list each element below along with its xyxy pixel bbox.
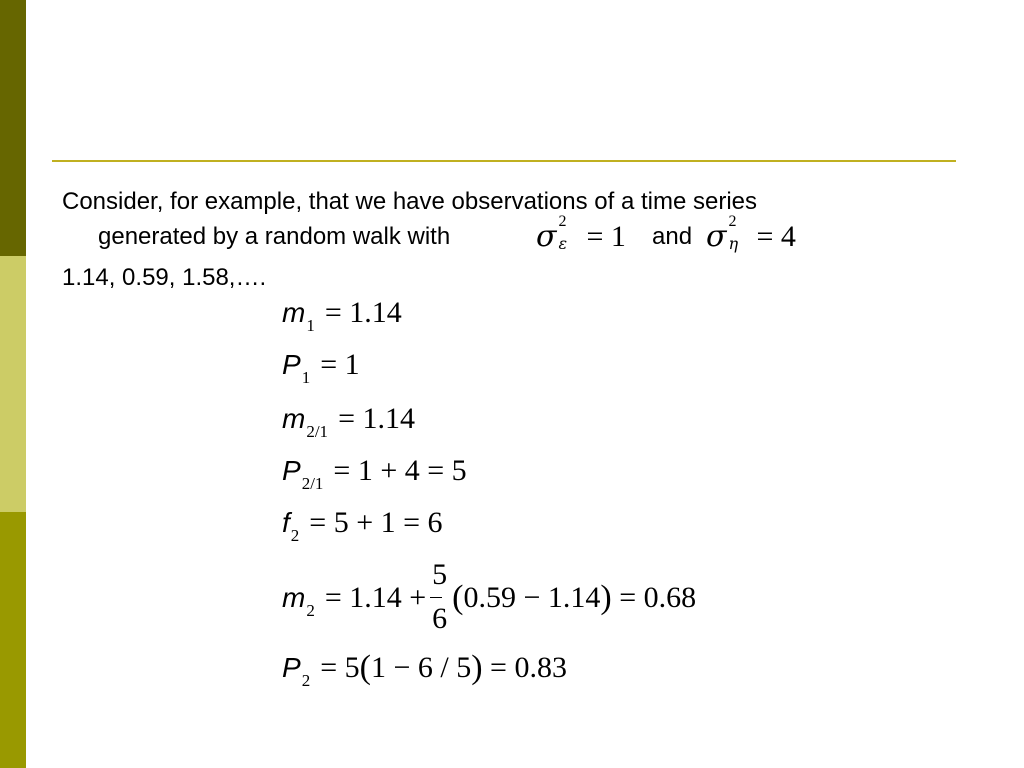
body-line-1: Consider, for example, that we have observations of a time series xyxy=(62,188,758,215)
equation-m2-given-1 xyxy=(282,402,415,441)
equation-m2 xyxy=(282,558,697,635)
equation-f2 xyxy=(282,506,443,545)
equation-rhs: = 1 + 4 = 5 xyxy=(333,454,467,487)
sigma-eps-power: 2 xyxy=(558,213,567,230)
equation-variable: m xyxy=(282,297,306,328)
sigma-eta-scripts xyxy=(728,213,746,253)
eta-subscript: η xyxy=(728,234,739,253)
equation-rhs: = 5 + 1 = 6 xyxy=(309,506,443,539)
epsilon-subscript: ε xyxy=(558,234,568,253)
equation-inner: 1 − 6 / 5 xyxy=(370,651,472,684)
equation-subscript: 2 xyxy=(290,526,300,545)
equation-inner: 0.59 − 1.14 xyxy=(463,581,601,614)
open-paren: ( xyxy=(452,579,464,616)
title-divider xyxy=(52,160,956,162)
sigma-epsilon-formula xyxy=(536,213,626,254)
open-paren: ( xyxy=(359,649,371,686)
equation-subscript: 1 xyxy=(301,368,311,387)
and-text: and xyxy=(652,223,693,250)
equation-rhs-before: = 1.14 + xyxy=(324,581,427,614)
equation-variable: P xyxy=(282,652,301,683)
sigma-eta-power: 2 xyxy=(728,213,737,230)
sigma-eps-scripts xyxy=(558,213,576,253)
sigma-symbol: σ xyxy=(706,219,727,254)
side-band-middle xyxy=(0,256,26,512)
side-band-bottom xyxy=(0,512,26,768)
equation-subscript: 2 xyxy=(301,671,311,690)
equation-rhs: = 1.14 xyxy=(324,296,402,329)
fraction-bar xyxy=(430,597,442,598)
sigma-eta-formula xyxy=(706,213,796,254)
equation-p2 xyxy=(282,649,567,690)
body-line-2: generated by a random walk with xyxy=(98,223,451,250)
equation-variable: m xyxy=(282,582,306,613)
equation-subscript: 2/1 xyxy=(306,422,329,441)
equation-rhs: = 1.14 xyxy=(338,402,415,435)
equation-rhs-before: = 5 xyxy=(320,651,360,684)
equation-m1 xyxy=(282,296,402,335)
equation-p2-given-1 xyxy=(282,454,467,493)
side-band-top xyxy=(0,0,26,256)
equation-variable: f xyxy=(282,507,290,538)
fraction-numerator: 5 xyxy=(432,558,448,591)
equation-variable: P xyxy=(282,349,301,380)
sigma-eta-rhs: = 4 xyxy=(756,220,796,253)
close-paren: ) xyxy=(600,579,612,616)
equation-subscript: 2 xyxy=(306,601,315,620)
observations-line: 1.14, 0.59, 1.58,…. xyxy=(62,264,267,291)
equation-variable: P xyxy=(282,455,301,486)
sigma-eps-rhs: = 1 xyxy=(586,220,626,253)
equation-subscript: 1 xyxy=(306,316,315,335)
equation-rhs-after: = 0.83 xyxy=(490,651,567,684)
equation-rhs-after: = 0.68 xyxy=(619,581,697,614)
fraction-denominator: 6 xyxy=(432,602,448,635)
fraction xyxy=(428,558,450,635)
close-paren: ) xyxy=(471,649,483,686)
equation-variable: m xyxy=(282,403,306,434)
sigma-symbol: σ xyxy=(536,219,557,254)
equation-subscript: 2/1 xyxy=(301,474,324,493)
equation-p1 xyxy=(282,348,360,387)
equation-rhs: = 1 xyxy=(320,348,360,381)
